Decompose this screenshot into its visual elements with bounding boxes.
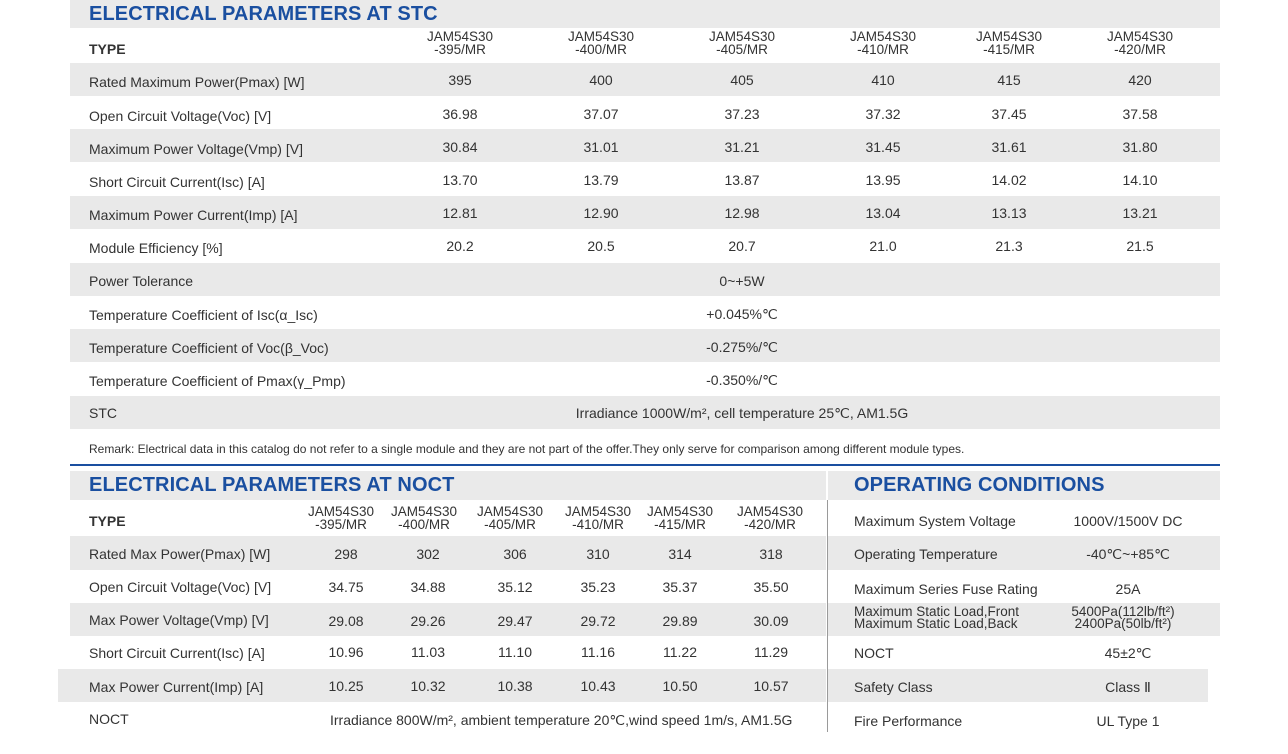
row-label: Short Circuit Current(Isc) [A] bbox=[89, 174, 265, 190]
stc-row-imp bbox=[70, 196, 1220, 229]
cell-value: 302 bbox=[416, 546, 440, 562]
row-label: Maximum Power Current(Imp) [A] bbox=[89, 207, 298, 223]
cell-value: 29.26 bbox=[410, 613, 446, 629]
cell-value: 13.79 bbox=[583, 172, 619, 188]
row-label: Temperature Coefficient of Voc(β_Voc) bbox=[89, 340, 329, 356]
cell-value: 10.25 bbox=[328, 678, 364, 694]
cell-value: 14.02 bbox=[991, 172, 1027, 188]
stc-row-isc bbox=[70, 162, 1220, 196]
cell-value: 10.32 bbox=[410, 678, 446, 694]
noct-model-header: JAM54S30 -405/MR bbox=[476, 504, 544, 532]
cell-value: 34.75 bbox=[328, 579, 364, 595]
noct-model-header: JAM54S30 -420/MR bbox=[736, 504, 804, 532]
cell-value: 37.07 bbox=[583, 106, 619, 122]
cell-value: 35.12 bbox=[497, 579, 533, 595]
op-label: Operating Temperature bbox=[854, 546, 998, 562]
cell-value: 10.38 bbox=[497, 678, 533, 694]
stc-section-title: ELECTRICAL PARAMETERS AT STC bbox=[89, 3, 438, 25]
cell-value: 306 bbox=[503, 546, 527, 562]
cell-value: 415 bbox=[997, 72, 1021, 88]
cell-value: 11.03 bbox=[411, 644, 445, 660]
stc-header-row bbox=[70, 28, 1220, 63]
op-value: 5400Pa(112lb/ft²) 2400Pa(50lb/ft²) bbox=[1071, 604, 1175, 631]
cell-value: 21.0 bbox=[869, 238, 897, 254]
remark-text: Remark: Electrical data in this catalog do not refer to a single module and they are not part of the offer.They only serve for comparison among different module types. bbox=[89, 442, 965, 456]
op-row-operating-temperature bbox=[828, 536, 1220, 570]
cell-value: 31.80 bbox=[1122, 139, 1158, 155]
cell-value: 37.58 bbox=[1122, 106, 1158, 122]
cell-value: 13.87 bbox=[724, 172, 760, 188]
stc-model-header: JAM54S30 -400/MR bbox=[567, 29, 635, 57]
row-label: Short Circuit Current(Isc) [A] bbox=[89, 645, 265, 661]
cell-value: 36.98 bbox=[442, 106, 478, 122]
op-row-safety-class bbox=[828, 669, 1208, 702]
cell-value: 35.23 bbox=[580, 579, 616, 595]
cell-value: 31.21 bbox=[724, 139, 760, 155]
op-row-fire-performance bbox=[828, 702, 1220, 735]
cell-value: 10.43 bbox=[580, 678, 616, 694]
op-row-noct bbox=[828, 636, 1220, 669]
cell-value: 29.47 bbox=[497, 613, 533, 629]
cell-value: 21.5 bbox=[1126, 238, 1154, 254]
cell-value: 395 bbox=[448, 72, 472, 88]
cell-value: 314 bbox=[668, 546, 692, 562]
row-label: Power Tolerance bbox=[89, 273, 194, 289]
op-label: Maximum System Voltage bbox=[854, 513, 1016, 529]
cell-value: 29.89 bbox=[662, 613, 698, 629]
noct-row-isc bbox=[70, 636, 826, 669]
noct-row-pmax bbox=[70, 536, 826, 570]
row-label: Open Circuit Voltage(Voc) [V] bbox=[89, 108, 272, 124]
cell-value: 10.50 bbox=[662, 678, 698, 694]
noct-row-noct bbox=[70, 702, 826, 735]
op-value: UL Type 1 bbox=[1096, 713, 1160, 729]
row-label: Maximum Power Voltage(Vmp) [V] bbox=[89, 141, 303, 157]
cell-value: 10.96 bbox=[328, 644, 364, 660]
cell-value: 35.37 bbox=[662, 579, 698, 595]
op-value: -40℃~+85℃ bbox=[1086, 546, 1170, 562]
noct-row-imp bbox=[58, 669, 826, 702]
row-label: Temperature Coefficient of Isc(α_Isc) bbox=[89, 307, 318, 323]
cell-value: 318 bbox=[759, 546, 783, 562]
op-row-fuse-rating bbox=[828, 570, 1220, 603]
op-value: 45±2℃ bbox=[1104, 645, 1152, 661]
row-label: Max Power Voltage(Vmp) [V] bbox=[89, 612, 269, 628]
span-value: -0.275%/℃ bbox=[706, 339, 778, 355]
row-label: Open Circuit Voltage(Voc) [V] bbox=[89, 579, 272, 595]
cell-value: 410 bbox=[871, 72, 895, 88]
cell-value: 405 bbox=[730, 72, 754, 88]
stc-row-efficiency bbox=[70, 229, 1220, 263]
stc-row-pmax bbox=[70, 63, 1220, 96]
cell-value: 400 bbox=[589, 72, 613, 88]
noct-model-header: JAM54S30 -410/MR bbox=[564, 504, 632, 532]
op-value: Class Ⅱ bbox=[1105, 679, 1151, 695]
op-row-max-system-voltage bbox=[828, 503, 1220, 536]
stc-row-stc bbox=[70, 396, 1220, 429]
stc-model-header: JAM54S30 -415/MR bbox=[975, 29, 1043, 57]
stc-model-header: JAM54S30 -395/MR bbox=[426, 29, 494, 57]
op-label: Safety Class bbox=[854, 679, 933, 695]
stc-row-power-tolerance bbox=[70, 263, 1220, 296]
noct-header-row bbox=[70, 500, 826, 536]
cell-value: 13.04 bbox=[865, 205, 901, 221]
noct-type-label: TYPE bbox=[89, 513, 126, 529]
row-label: Rated Max Power(Pmax) [W] bbox=[89, 546, 271, 562]
cell-value: 29.08 bbox=[328, 613, 364, 629]
stc-row-temp-coef-isc bbox=[70, 296, 1220, 329]
noct-model-header: JAM54S30 -395/MR bbox=[307, 504, 375, 532]
row-label: NOCT bbox=[89, 711, 129, 727]
cell-value: 31.45 bbox=[865, 139, 901, 155]
noct-section-title: ELECTRICAL PARAMETERS AT NOCT bbox=[89, 474, 455, 496]
cell-value: 13.95 bbox=[865, 172, 901, 188]
span-value: -0.350%/℃ bbox=[706, 372, 778, 388]
op-label: Fire Performance bbox=[854, 713, 963, 729]
stc-model-header: JAM54S30 -410/MR bbox=[849, 29, 917, 57]
cell-value: 37.32 bbox=[865, 106, 901, 122]
stc-row-temp-coef-pmax bbox=[70, 362, 1220, 396]
noct-row-vmp bbox=[70, 603, 826, 636]
stc-model-header: JAM54S30 -420/MR bbox=[1106, 29, 1174, 57]
span-value: 0~+5W bbox=[719, 273, 765, 289]
row-label: Module Efficiency [%] bbox=[89, 240, 223, 256]
op-label: Maximum Static Load,Front Maximum Static Load,Back bbox=[854, 604, 1020, 631]
cell-value: 20.5 bbox=[587, 238, 615, 254]
cell-value: 37.45 bbox=[991, 106, 1027, 122]
row-label: Rated Maximum Power(Pmax) [W] bbox=[89, 74, 305, 90]
stc-row-temp-coef-voc bbox=[70, 329, 1220, 362]
cell-value: 10.57 bbox=[753, 678, 789, 694]
cell-value: 34.88 bbox=[410, 579, 446, 595]
cell-value: 310 bbox=[586, 546, 610, 562]
op-label: Maximum Series Fuse Rating bbox=[854, 581, 1038, 597]
stc-model-header: JAM54S30 -405/MR bbox=[708, 29, 776, 57]
stc-row-vmp bbox=[70, 129, 1220, 162]
cell-value: 21.3 bbox=[995, 238, 1023, 254]
cell-value: 37.23 bbox=[724, 106, 760, 122]
cell-value: 31.61 bbox=[991, 139, 1027, 155]
row-label: Max Power Current(Imp) [A] bbox=[89, 679, 264, 695]
cell-value: 13.21 bbox=[1122, 205, 1158, 221]
cell-value: 20.7 bbox=[728, 238, 756, 254]
op-value: 25A bbox=[1115, 581, 1141, 597]
span-value: Irradiance 800W/m², ambient temperature 20℃,wind speed 1m/s, AM1.5G bbox=[330, 712, 793, 728]
noct-row-voc bbox=[70, 570, 826, 603]
row-label: Temperature Coefficient of Pmax(γ_Pmp) bbox=[89, 373, 346, 389]
stc-type-label: TYPE bbox=[89, 41, 126, 57]
cell-value: 12.98 bbox=[724, 205, 760, 221]
cell-value: 31.01 bbox=[583, 139, 619, 155]
operating-section-title: OPERATING CONDITIONS bbox=[854, 474, 1105, 496]
row-label: STC bbox=[89, 405, 117, 421]
cell-value: 11.10 bbox=[498, 644, 532, 660]
cell-value: 11.22 bbox=[663, 644, 697, 660]
span-value: Irradiance 1000W/m², cell temperature 25℃, AM1.5G bbox=[575, 405, 909, 421]
stc-row-voc bbox=[70, 96, 1220, 129]
cell-value: 20.2 bbox=[446, 238, 474, 254]
cell-value: 35.50 bbox=[753, 579, 789, 595]
cell-value: 11.29 bbox=[754, 644, 788, 660]
cell-value: 29.72 bbox=[580, 613, 616, 629]
cell-value: 12.81 bbox=[442, 205, 478, 221]
cell-value: 12.90 bbox=[583, 205, 619, 221]
op-label: NOCT bbox=[854, 645, 894, 661]
op-value: 1000V/1500V DC bbox=[1073, 513, 1183, 529]
noct-model-header: JAM54S30 -415/MR bbox=[646, 504, 714, 532]
op-row-static-load bbox=[828, 603, 1220, 636]
cell-value: 11.16 bbox=[581, 644, 615, 660]
cell-value: 13.70 bbox=[442, 172, 478, 188]
cell-value: 30.09 bbox=[753, 613, 789, 629]
cell-value: 13.13 bbox=[991, 205, 1027, 221]
cell-value: 420 bbox=[1128, 72, 1152, 88]
noct-model-header: JAM54S30 -400/MR bbox=[390, 504, 458, 532]
cell-value: 14.10 bbox=[1122, 172, 1158, 188]
cell-value: 30.84 bbox=[442, 139, 478, 155]
cell-value: 298 bbox=[334, 546, 358, 562]
section-divider bbox=[70, 464, 1220, 466]
span-value: +0.045%℃ bbox=[706, 306, 778, 322]
